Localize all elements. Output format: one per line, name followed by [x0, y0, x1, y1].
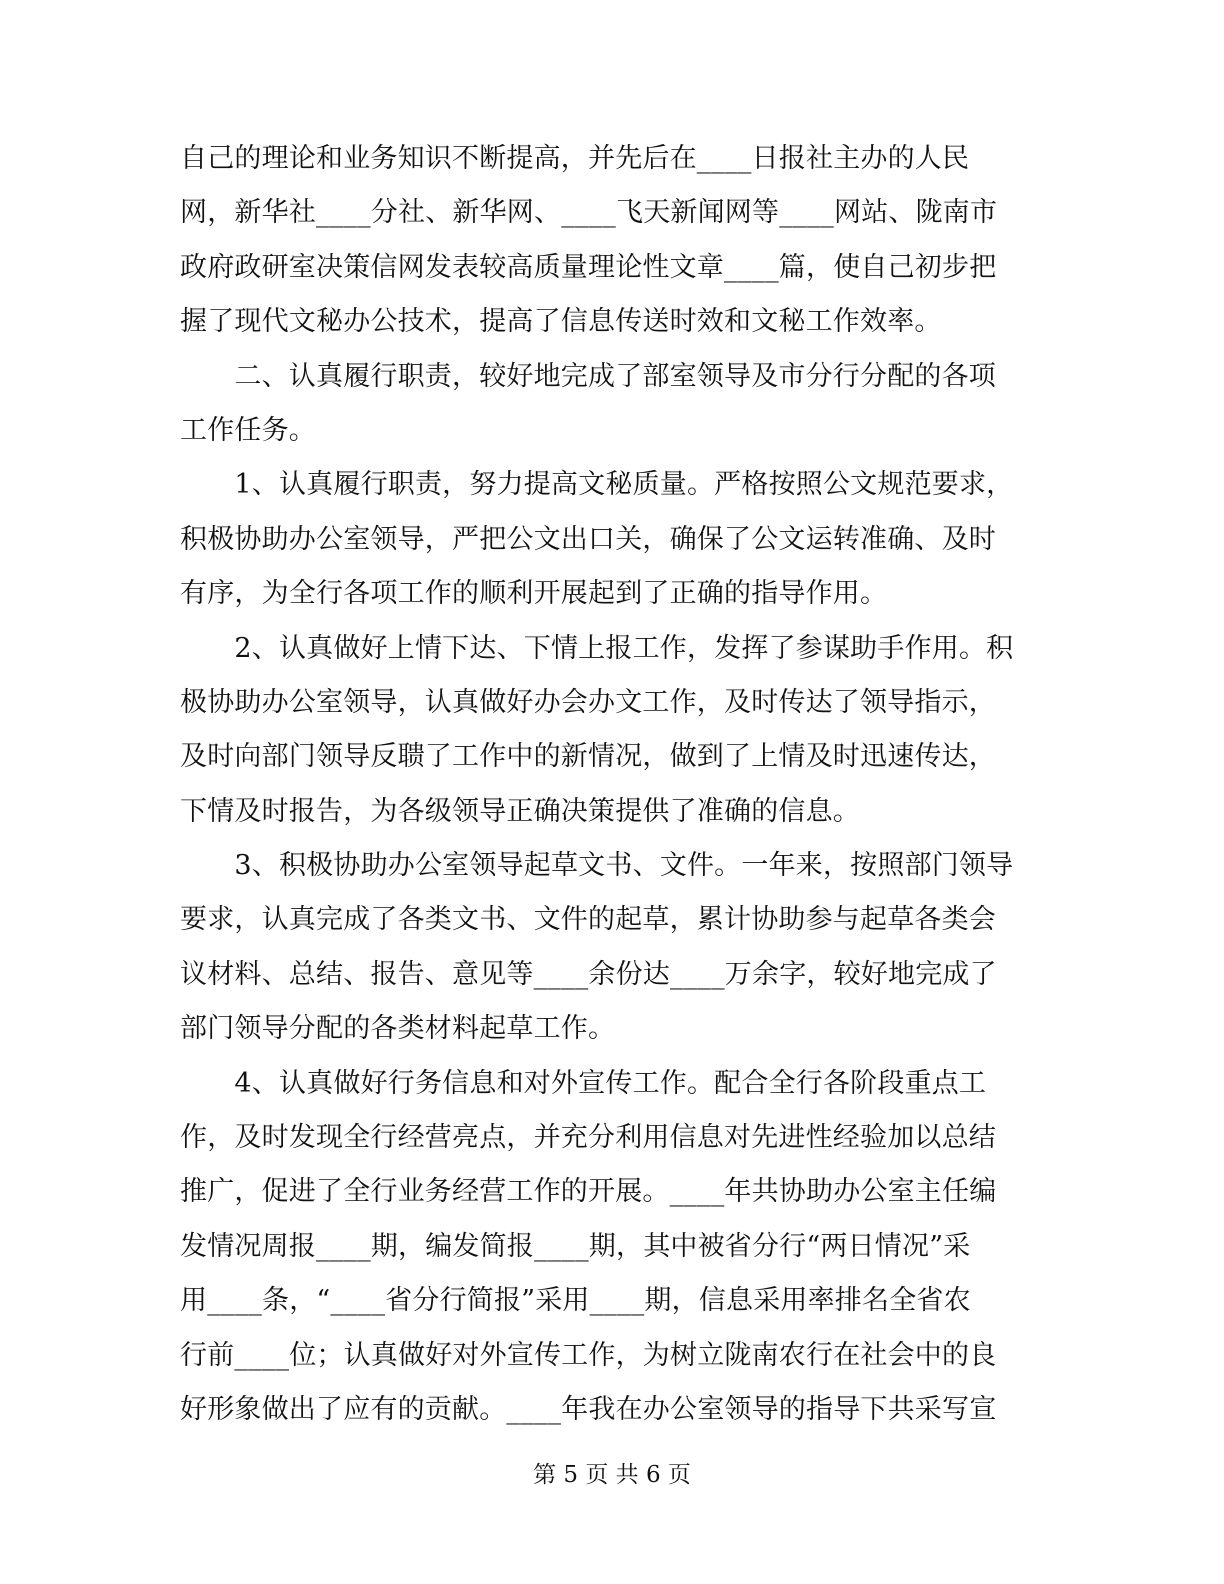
- text-line: 推广，促进了全行业务经营工作的开展。____年共协助办公室主任编: [180, 1176, 997, 1208]
- text-line: 政府政研室决策信网发表较高质量理论性文章____篇，使自己初步把: [180, 251, 997, 283]
- text-line: 发情况周报____期，编发简报____期，其中被省分行“两日情况”采: [180, 1230, 971, 1262]
- text-line: 下情及时报告，为各级领导正确决策提供了准确的信息。: [180, 795, 860, 827]
- text-line: 3、积极协助办公室领导起草文书、文件。一年来，按照部门领导: [180, 850, 1014, 882]
- text-line: 行前____位；认真做好对外宣传工作，为树立陇南农行在社会中的良: [180, 1339, 997, 1371]
- text-line: 及时向部门领导反聩了工作中的新情况，做到了上情及时迅速传达，: [180, 741, 996, 773]
- text-line: 网，新华社____分社、新华网、____飞天新闻网等____网站、陇南市: [180, 197, 998, 229]
- text-line: 握了现代文秘办公技术，提高了信息传送时效和文秘工作效率。: [180, 306, 942, 338]
- text-line: 部门领导分配的各类材料起草工作。: [180, 1013, 616, 1045]
- text-line: 要求，认真完成了各类文书、文件的起草，累计协助参与起草各类会: [180, 904, 996, 936]
- text-line: 用____条，“____省分行简报”采用____期，信息采用率排名全省农: [180, 1285, 971, 1317]
- text-line: 有序，为全行各项工作的顺利开展起到了正确的指导作用。: [180, 578, 888, 610]
- text-line: 积极协助办公室领导，严把公文出口关，确保了公文运转准确、及时: [180, 523, 996, 555]
- text-line: 工作任务。: [180, 414, 316, 446]
- text-line: 二、认真履行职责，较好地完成了部室领导及市分行分配的各项: [180, 360, 996, 392]
- text-line: 1、认真履行职责，努力提高文秘质量。严格按照公文规范要求，: [180, 469, 1014, 501]
- text-line: 自己的理论和业务知识不断提高，并先后在____日报社主办的人民: [180, 143, 970, 174]
- page-number-footer: 第 5 页 共 6 页: [533, 1462, 691, 1488]
- text-line: 好形象做出了应有的贡献。____年我在办公室领导的指导下共采写宣: [180, 1393, 997, 1425]
- body-text: [180, 132, 1040, 1437]
- text-line: 2、认真做好上情下达、下情上报工作，发挥了参谋助手作用。积: [180, 632, 1014, 664]
- text-line: 4、认真做好行务信息和对外宣传工作。配合全行各阶段重点工: [180, 1067, 987, 1099]
- text-line: 议材料、总结、报告、意见等____余份达____万余字，较好地完成了: [180, 958, 997, 990]
- text-line: 极协助办公室领导，认真做好办会办文工作，及时传达了领导指示，: [180, 686, 996, 718]
- text-line: 作，及时发现全行经营亮点，并充分利用信息对先进性经验加以总结: [180, 1122, 996, 1154]
